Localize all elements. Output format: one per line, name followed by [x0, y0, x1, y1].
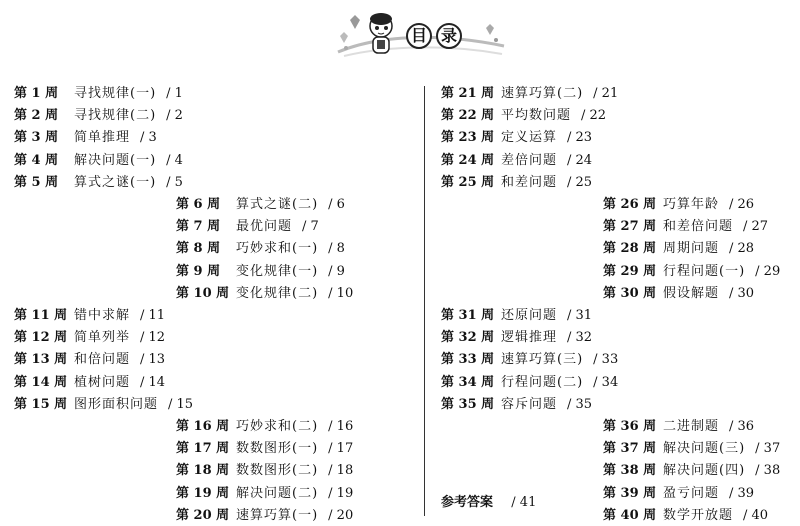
- toc-topic: 数数图形(二): [236, 463, 319, 479]
- toc-entry: [176, 484, 353, 504]
- toc-entry: [603, 461, 780, 481]
- toc-entry: [176, 284, 353, 304]
- toc-entry: [441, 306, 592, 326]
- toc-entry: [603, 439, 780, 459]
- toc-week-label: 第 17 周: [176, 441, 230, 457]
- toc-page-number: / 11: [140, 308, 166, 323]
- toc-page-number: / 22: [581, 108, 607, 124]
- toc-week-label: 第 31 周: [441, 308, 495, 323]
- toc-topic: 还原问题: [501, 308, 558, 323]
- toc-week-label: 第 12 周: [14, 330, 68, 346]
- toc-entry: [441, 350, 618, 370]
- toc-entry: [441, 84, 618, 104]
- toc-page-number: / 29: [755, 263, 781, 279]
- toc-topic: 简单列举: [74, 330, 131, 346]
- toc-entry: [603, 195, 754, 215]
- toc-topic: 解决问题(三): [663, 441, 746, 457]
- toc-page-number: / 35: [567, 396, 593, 412]
- toc-page-number: / 26: [729, 197, 755, 212]
- toc-week-label: 第 15 周: [14, 396, 68, 412]
- toc-entry: [603, 284, 754, 304]
- answers-label: 参考答案: [441, 495, 494, 510]
- toc-entry: [14, 173, 183, 193]
- toc-topic: 数学开放题: [663, 507, 734, 523]
- toc-week-label: 第 21 周: [441, 86, 495, 101]
- toc-week-label: 第 24 周: [441, 152, 495, 168]
- toc-week-label: 第 22 周: [441, 108, 495, 124]
- toc-page-number: / 3: [140, 130, 157, 146]
- toc-entry: [14, 395, 193, 415]
- toc-topic: 算式之谜(一): [74, 174, 157, 190]
- toc-entry: [603, 417, 754, 437]
- toc-week-label: 第 13 周: [14, 352, 68, 368]
- toc-page-number: / 24: [567, 152, 593, 168]
- toc-week-label: 第 4 周: [14, 152, 59, 168]
- toc-week-label: 第 29 周: [603, 263, 657, 279]
- toc-page-number: / 4: [166, 152, 183, 168]
- toc-entry: [176, 262, 345, 282]
- toc-topic: 速算巧算(二): [501, 86, 584, 101]
- toc-entry: [603, 239, 754, 259]
- toc-topic: 和差问题: [501, 174, 558, 190]
- toc-header: [336, 6, 506, 62]
- toc-entry: [14, 328, 165, 348]
- toc-page-number: / 30: [729, 285, 755, 301]
- toc-topic: 平均数问题: [501, 108, 572, 124]
- toc-entry: [14, 106, 183, 126]
- toc-entry: [14, 84, 183, 104]
- toc-topic: 解决问题(四): [663, 463, 746, 479]
- toc-topic: 行程问题(一): [663, 263, 746, 279]
- toc-page-number: / 40: [743, 507, 769, 523]
- toc-topic: 巧算年龄: [663, 197, 720, 212]
- toc-entry: [176, 217, 319, 237]
- toc-topic: 周期问题: [663, 241, 720, 257]
- toc-topic: 差倍问题: [501, 152, 558, 168]
- toc-week-label: 第 16 周: [176, 419, 230, 434]
- toc-entry: [176, 506, 353, 526]
- toc-topic: 二进制题: [663, 419, 720, 434]
- toc-week-label: 第 26 周: [603, 197, 657, 212]
- toc-page-number: / 38: [755, 463, 781, 479]
- toc-page-number: / 28: [729, 241, 755, 257]
- toc-topic: 和倍问题: [74, 352, 131, 368]
- toc-page-number: / 10: [328, 285, 354, 301]
- toc-page-number: / 13: [140, 352, 166, 368]
- toc-entry: [176, 439, 353, 459]
- toc-entry: [14, 151, 183, 171]
- toc-page-number: / 8: [328, 241, 345, 257]
- toc-topic: 植树问题: [74, 374, 131, 390]
- toc-topic: 简单推理: [74, 130, 131, 146]
- toc-page-number: / 33: [593, 352, 619, 368]
- toc-week-label: 第 23 周: [441, 130, 495, 146]
- toc-topic: 数数图形(一): [236, 441, 319, 457]
- toc-week-label: 第 34 周: [441, 374, 495, 390]
- toc-entry: [441, 106, 606, 126]
- toc-topic: 速算巧算(一): [236, 507, 319, 523]
- toc-page-number: / 2: [166, 108, 183, 124]
- toc-week-label: 第 37 周: [603, 441, 657, 457]
- toc-entry: [14, 373, 165, 393]
- toc-week-label: 第 30 周: [603, 285, 657, 301]
- toc-entry: [603, 217, 768, 237]
- toc-week-label: 第 8 周: [176, 241, 221, 257]
- toc-topic: 巧妙求和(二): [236, 419, 319, 434]
- toc-week-label: 第 33 周: [441, 352, 495, 368]
- toc-topic: 寻找规律(一): [74, 86, 157, 101]
- toc-page-number: / 18: [328, 463, 354, 479]
- toc-entry: [441, 373, 618, 393]
- toc-week-label: 第 25 周: [441, 174, 495, 190]
- toc-entry: [176, 195, 345, 215]
- toc-topic: 容斥问题: [501, 396, 558, 412]
- toc-page-number: / 5: [166, 174, 183, 190]
- toc-page-number: / 1: [166, 86, 183, 101]
- toc-entry: [176, 461, 353, 481]
- toc-week-label: 第 11 周: [14, 308, 68, 323]
- toc-entry: [441, 328, 592, 348]
- toc-page-number: / 25: [567, 174, 593, 190]
- toc-topic: 变化规律(二): [236, 285, 319, 301]
- toc-week-label: 第 27 周: [603, 219, 657, 235]
- toc-week-label: 第 35 周: [441, 396, 495, 412]
- toc-page-number: / 32: [567, 330, 593, 346]
- toc-topic: 解决问题(二): [236, 485, 319, 501]
- toc-topic: 盈亏问题: [663, 485, 720, 501]
- toc-topic: 解决问题(一): [74, 152, 157, 168]
- toc-topic: 速算巧算(三): [501, 352, 584, 368]
- toc-page-number: / 20: [328, 507, 354, 523]
- toc-page-number: / 34: [593, 374, 619, 390]
- toc-week-label: 第 5 周: [14, 174, 59, 190]
- toc-entry: [176, 239, 345, 259]
- toc-page-number: / 14: [140, 374, 166, 390]
- toc-entry: [441, 173, 592, 193]
- toc-topic: 错中求解: [74, 308, 131, 323]
- toc-entry: [14, 350, 165, 370]
- toc-week-label: 第 6 周: [176, 197, 221, 212]
- toc-topic: 变化规律(一): [236, 263, 319, 279]
- toc-page-number: / 31: [567, 308, 593, 323]
- toc-week-label: 第 32 周: [441, 330, 495, 346]
- toc-entry: [441, 128, 592, 148]
- toc-topic: 假设解题: [663, 285, 720, 301]
- title-char-mu: 目: [406, 23, 432, 49]
- toc-topic: 巧妙求和(一): [236, 241, 319, 257]
- toc-week-label: 第 7 周: [176, 219, 221, 235]
- answers-entry: [441, 493, 536, 513]
- mascot-icon: [370, 13, 392, 53]
- toc-entry: [14, 306, 165, 326]
- toc-entry: [441, 395, 592, 415]
- toc-entry: [603, 506, 768, 526]
- toc-week-label: 第 3 周: [14, 130, 59, 146]
- toc-entry: [176, 417, 353, 437]
- toc-topic: 逻辑推理: [501, 330, 558, 346]
- toc-week-label: 第 39 周: [603, 485, 657, 501]
- toc-page-number: / 17: [328, 441, 354, 457]
- toc-page-number: / 21: [593, 86, 619, 101]
- toc-page-number: / 23: [567, 130, 593, 146]
- answers-page: / 41: [511, 495, 537, 510]
- toc-week-label: 第 9 周: [176, 263, 221, 279]
- toc-topic: 寻找规律(二): [74, 108, 157, 124]
- toc-topic: 定义运算: [501, 130, 558, 146]
- toc-page-number: / 39: [729, 485, 755, 501]
- toc-week-label: 第 18 周: [176, 463, 230, 479]
- toc-page-number: / 12: [140, 330, 166, 346]
- toc-week-label: 第 40 周: [603, 507, 657, 523]
- toc-page-number: / 6: [328, 197, 345, 212]
- toc-entry: [603, 484, 754, 504]
- toc-page-number: / 36: [729, 419, 755, 434]
- toc-week-label: 第 2 周: [14, 108, 59, 124]
- toc-page-number: / 37: [755, 441, 781, 457]
- toc-page-number: / 27: [743, 219, 769, 235]
- toc-topic: 算式之谜(二): [236, 197, 319, 212]
- toc-week-label: 第 19 周: [176, 485, 230, 501]
- toc-page-number: / 9: [328, 263, 345, 279]
- toc-entry: [441, 151, 592, 171]
- toc-page-number: / 15: [168, 396, 194, 412]
- toc-week-label: 第 10 周: [176, 285, 230, 301]
- title-char-lu: 录: [436, 23, 462, 49]
- toc-topic: 最优问题: [236, 219, 293, 235]
- toc-topic: 图形面积问题: [74, 396, 159, 412]
- toc-topic: 行程问题(二): [501, 374, 584, 390]
- toc-entry: [603, 262, 780, 282]
- toc-week-label: 第 38 周: [603, 463, 657, 479]
- toc-week-label: 第 20 周: [176, 507, 230, 523]
- toc-page-number: / 7: [302, 219, 319, 235]
- toc-week-label: 第 14 周: [14, 374, 68, 390]
- toc-page-number: / 19: [328, 485, 354, 501]
- toc-week-label: 第 28 周: [603, 241, 657, 257]
- toc-entry: [14, 128, 157, 148]
- toc-topic: 和差倍问题: [663, 219, 734, 235]
- toc-week-label: 第 36 周: [603, 419, 657, 434]
- toc-page-number: / 16: [328, 419, 354, 434]
- column-divider: [424, 86, 425, 516]
- toc-week-label: 第 1 周: [14, 86, 59, 101]
